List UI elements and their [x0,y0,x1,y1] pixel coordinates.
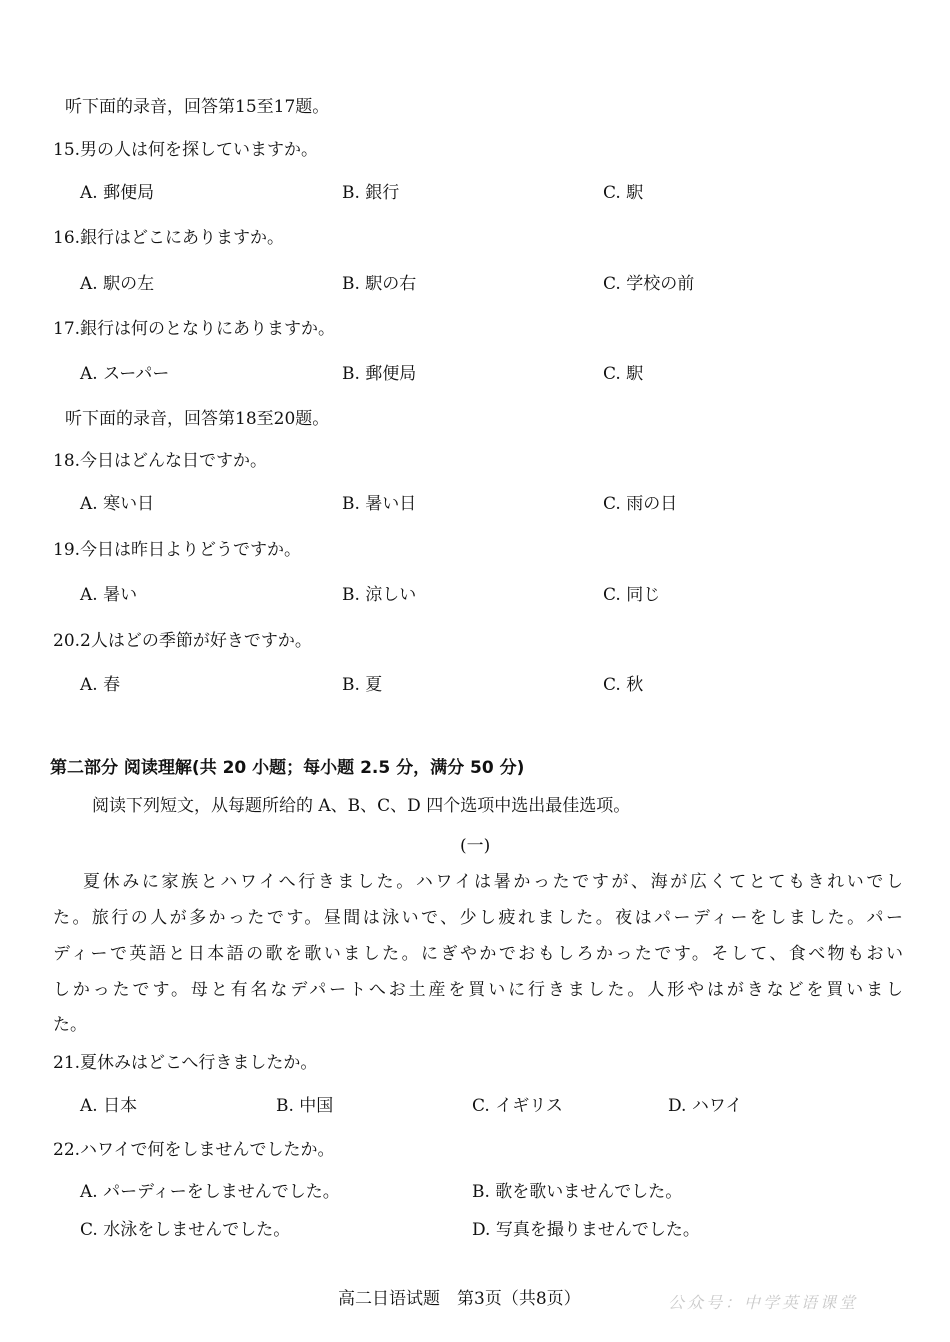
part2-instruction: 阅读下列短文，从每题所给的 A、B、C、D 四个选项中选出最佳选项。 [92,796,631,816]
question-17: 17.銀行は何のとなりにありますか。 [53,319,336,339]
option-c: C. 学校の前 [603,274,695,294]
option-b: B. 暑い日 [342,494,417,514]
question-15: 15.男の人は何を探していますか。 [53,140,319,160]
passage-line: た。 [53,1015,87,1035]
part2-heading: 第二部分 阅读理解(共 20 小题；每小题 2.5 分，满分 50 分) [50,758,525,778]
option-c: C. 水泳をしませんでした。 [80,1220,291,1240]
option-a: A. パーディーをしませんでした。 [80,1182,340,1202]
option-a: A. 暑い [80,585,138,605]
option-b: B. 銀行 [342,183,400,203]
question-21: 21.夏休みはどこへ行きましたか。 [53,1053,318,1073]
option-a: A. 春 [80,675,121,695]
watermark: 公众号：中学英语课堂 [668,1293,859,1312]
page-footer: 高二日语试题 第3页（共8页） [338,1289,581,1309]
option-a: A. 郵便局 [80,183,155,203]
option-a: A. 寒い日 [80,494,155,514]
option-b: B. 駅の右 [342,274,417,294]
section-intro: 听下面的录音，回答第15至17题。 [65,97,330,117]
option-b: B. 涼しい [342,585,417,605]
option-d: D. ハワイ [668,1096,743,1116]
question-18: 18.今日はどんな日ですか。 [53,451,268,471]
option-c: C. 駅 [603,364,644,384]
passage-number: (一) [460,836,491,856]
option-c: C. イギリス [472,1096,563,1116]
option-a: A. 日本 [80,1096,138,1116]
section-intro: 听下面的录音，回答第18至20题。 [65,409,330,429]
option-b: B. 郵便局 [342,364,417,384]
option-c: C. 雨の日 [603,494,678,514]
passage-line: た。旅行の人が多かったです。昼間は泳いで、少し疲れました。夜はパーディーをしました。パー [53,908,903,928]
option-a: A. 駅の左 [80,274,155,294]
passage-line: 夏休みに家族とハワイへ行きました。ハワイは暑かったですが、海が広くてとてもきれいでし [83,872,903,892]
option-b: B. 中国 [276,1096,334,1116]
question-20: 20.2人はどの季節が好きですか。 [53,631,312,651]
passage-line: しかったです。母と有名なデパートへお土産を買いに行きました。人形やはがきなどを買いまし [53,980,903,1000]
option-c: C. 駅 [603,183,644,203]
question-22: 22.ハワイで何をしませんでしたか。 [53,1140,335,1160]
option-b: B. 夏 [342,675,383,695]
option-d: D. 写真を撮りませんでした。 [472,1220,700,1240]
question-16: 16.銀行はどこにありますか。 [53,228,285,248]
option-b: B. 歌を歌いませんでした。 [472,1182,683,1202]
question-19: 19.今日は昨日よりどうですか。 [53,540,302,560]
option-a: A. スーパー [80,364,170,384]
option-c: C. 秋 [603,675,644,695]
passage-line: ディーで英語と日本語の歌を歌いました。にぎやかでおもしろかったです。そして、食べ物もおい [53,944,903,964]
option-c: C. 同じ [603,585,661,605]
